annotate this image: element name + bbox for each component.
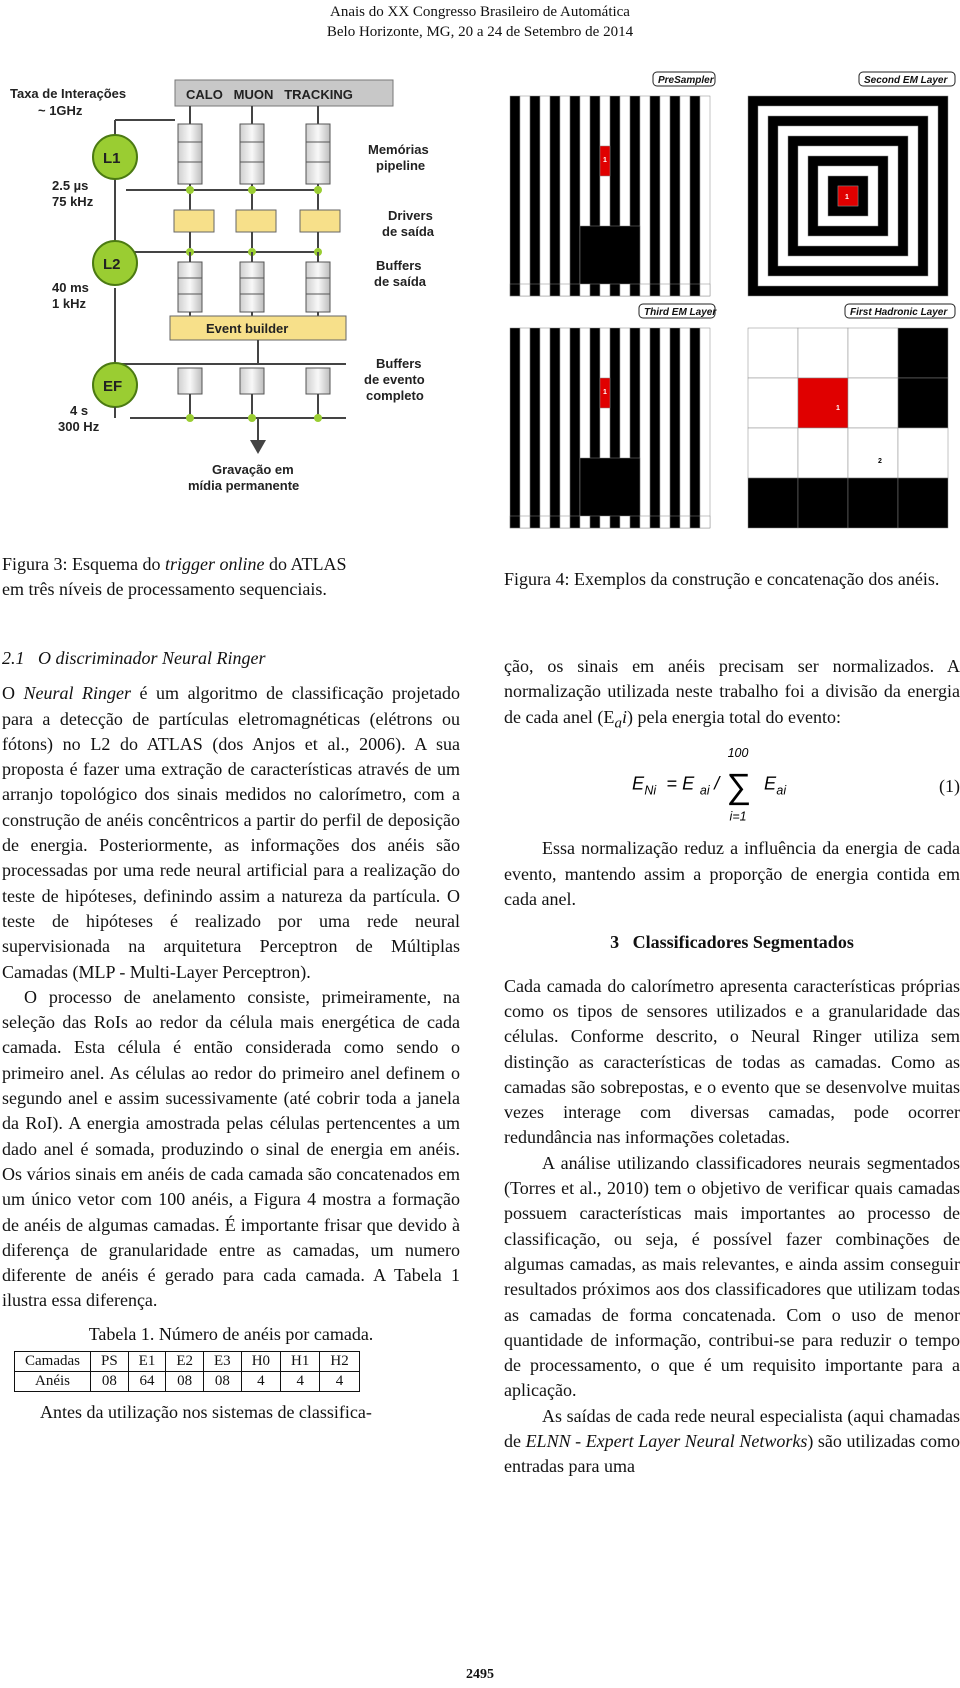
- ef-latency: 4 s: [70, 403, 89, 418]
- stripe-base: [510, 516, 520, 528]
- ring-number: 1: [603, 389, 607, 396]
- paragraph-elnn: [504, 1404, 960, 1480]
- section-number: 3: [610, 932, 620, 953]
- event-builder-label: Event builder: [206, 321, 289, 336]
- ef-rate: 300 Hz: [58, 419, 100, 434]
- stripe: [520, 328, 530, 528]
- event-buffers-label-2: de evento: [364, 372, 425, 387]
- ring-number: 1: [603, 157, 607, 164]
- l2-latency: 40 ms: [52, 280, 89, 295]
- stripe: [550, 328, 560, 528]
- pipeline-memories: [178, 124, 330, 184]
- stripe-base: [560, 284, 570, 296]
- stripe-base: [690, 516, 700, 528]
- panel-first-hadronic: [748, 328, 948, 528]
- l1-rate: 75 kHz: [52, 194, 94, 209]
- stripe-base: [580, 284, 590, 296]
- table-cell: E1: [128, 1352, 166, 1372]
- cell: [898, 478, 948, 528]
- table-cell: 64: [128, 1372, 166, 1392]
- svg-text:PreSampler: PreSampler: [658, 75, 714, 86]
- italic-text: Neural Ringer: [23, 683, 132, 704]
- stripe-base: [650, 284, 660, 296]
- text: ) são utilizadas como entradas para uma: [504, 1431, 960, 1477]
- stripe: [660, 96, 670, 296]
- stripe-base: [680, 284, 690, 296]
- stripe-base: [700, 516, 710, 528]
- stripe-base: [580, 516, 590, 528]
- fig3-systems-label: CALO MUON TRACKING: [186, 87, 353, 102]
- stripe: [650, 328, 660, 528]
- svg-text:First Hadronic Layer: First Hadronic Layer: [850, 307, 948, 318]
- cell: [898, 328, 948, 378]
- stripe-base: [590, 516, 600, 528]
- table-cell: 4: [281, 1372, 320, 1392]
- cell: [748, 328, 798, 378]
- eq-lhs-sub: Ni: [644, 784, 657, 799]
- stripe: [540, 328, 550, 528]
- panel-title-second-em: [859, 72, 955, 86]
- stripe-base: [550, 516, 560, 528]
- panel-title-presampler: [653, 72, 715, 86]
- stripe-base: [530, 516, 540, 528]
- full-event-buffers: [178, 368, 330, 394]
- eq-rhs: E: [764, 774, 777, 795]
- text: O: [2, 683, 24, 704]
- svg-text:Third EM Layer: Third EM Layer: [644, 307, 717, 318]
- stripe-base: [620, 516, 630, 528]
- left-column: [2, 646, 460, 1425]
- drivers-label-2: de saída: [382, 224, 435, 239]
- paragraph-normalization-effect: Essa normalização reduz a influência da energia de cada evento, mantendo assim a proporção de energia contida em cada anel.: [504, 838, 960, 910]
- table-cell: 08: [204, 1372, 242, 1392]
- text: ) pela energia total do evento:: [626, 706, 842, 727]
- cell: [848, 328, 898, 378]
- table-row: [15, 1372, 360, 1392]
- l1-label: L1: [103, 150, 121, 167]
- stripe: [560, 328, 570, 528]
- header-line-1: Anais do XX Congresso Brasileiro de Automática: [330, 4, 630, 20]
- table-cell: H2: [320, 1352, 359, 1372]
- cell: [848, 478, 898, 528]
- panel-title-first-hadronic: [845, 304, 955, 318]
- stripe-base: [640, 516, 650, 528]
- stripe: [510, 96, 520, 296]
- eq-lhs: E: [632, 774, 645, 795]
- stripe: [520, 96, 530, 296]
- right-column: [504, 654, 960, 1480]
- table-row: [15, 1352, 360, 1372]
- stripe: [640, 96, 650, 296]
- figure-4-ring-panels: [505, 70, 960, 540]
- stripe: [650, 96, 660, 296]
- stripe-base: [600, 284, 610, 296]
- stripe: [670, 328, 680, 528]
- eq-rhs-sub: ai: [776, 784, 787, 799]
- stripe: [700, 328, 710, 528]
- eq-mid-sub: ai: [699, 784, 710, 799]
- panel-title-third-em: [639, 304, 717, 318]
- stripe: [570, 96, 580, 296]
- stripe-base: [700, 284, 710, 296]
- stripe-base: [670, 284, 680, 296]
- output-buffers: [178, 262, 330, 312]
- subscript: a: [614, 715, 622, 732]
- paragraph-before-classification: Antes da utilização nos sistemas de classifica-: [40, 1402, 372, 1423]
- event-buffers-label-1: Buffers: [376, 356, 422, 371]
- caption-text: do ATLAS: [264, 554, 347, 574]
- stripe-base: [630, 284, 640, 296]
- stripe-base: [540, 516, 550, 528]
- ring-number: 2: [878, 458, 882, 465]
- stripe: [570, 328, 580, 528]
- stripe: [560, 96, 570, 296]
- caption-text: Figura 3: Esquema do: [2, 554, 165, 574]
- stripe-base: [560, 516, 570, 528]
- panel-presampler: [510, 96, 710, 296]
- equation-1: [504, 740, 960, 828]
- table-cell: 08: [166, 1372, 204, 1392]
- stripe: [530, 328, 540, 528]
- eq-upper-limit: 100: [727, 746, 749, 761]
- stripe-base: [590, 284, 600, 296]
- stripe: [640, 328, 650, 528]
- section-3-heading: [504, 930, 960, 955]
- svg-text:Second EM Layer: Second EM Layer: [864, 75, 948, 86]
- paragraph-segmented-analysis: A análise utilizando classificadores neurais segmentados (Torres et al., 2010) tem o objetivo de verificar quais camadas possuem características mais importantes ao processo de classificação, ou seja, é possível fazer combinações de algumas camadas, as mais relevantes, e ainda assim conseguir resultados próximos aos dos classificadores que utilizam todas as camadas de forma concatenada. Com o uso de menor quantidade de informação, contribui-se para reduzir o tempo de processamento, o que é um requisito importante para a aplicação.: [504, 1152, 960, 1401]
- stripe-base: [660, 284, 670, 296]
- paragraph-neural-ringer: [2, 681, 460, 985]
- text: ção, os sinais em anéis precisam ser normalizados. A normalização utilizada neste trabalho foi a divisão da energia de cada anel (E: [504, 656, 960, 727]
- stripe-base: [620, 284, 630, 296]
- fig3-rate-label: Taxa de Interações: [10, 86, 127, 101]
- table-1-rings: [14, 1351, 360, 1392]
- l1-latency: 2.5 µs: [52, 178, 89, 193]
- stripe: [670, 96, 680, 296]
- paragraph-normalization: ção, os sinais em anéis precisam ser normalizados. A normalização utilizada neste trabalho foi a divisão da energia de cada anel $(E_ai)$ pela energia total do evento:: [504, 656, 960, 732]
- stripe-base: [640, 284, 650, 296]
- table-cell: H1: [281, 1352, 320, 1372]
- equation-body: [632, 740, 852, 828]
- stripe-base: [660, 516, 670, 528]
- cell: [848, 378, 898, 428]
- header-line-2: Belo Horizonte, MG, 20 a 24 de Setembro de 2014: [326, 24, 634, 40]
- output-drivers: [174, 210, 340, 232]
- stripe-base: [540, 284, 550, 296]
- stripe-base: [520, 516, 530, 528]
- table-cell: 4: [241, 1372, 280, 1392]
- stripe-base: [610, 284, 620, 296]
- stripe: [700, 96, 710, 296]
- table-cell: PS: [90, 1352, 128, 1372]
- stripe-base: [570, 516, 580, 528]
- cell: [748, 478, 798, 528]
- table-cell: E3: [204, 1352, 242, 1372]
- panel-second-em: [748, 96, 948, 296]
- cell: [748, 428, 798, 478]
- stripe-base: [520, 284, 530, 296]
- stripe: [680, 328, 690, 528]
- pipeline-label-1: Memórias: [368, 142, 429, 157]
- cell: [798, 478, 848, 528]
- running-header: [0, 2, 960, 42]
- table-cell: Camadas: [15, 1352, 91, 1372]
- eq-mid: = E: [666, 774, 695, 795]
- subsection-heading: [2, 646, 460, 671]
- stripe-base: [680, 516, 690, 528]
- table-cell: E2: [166, 1352, 204, 1372]
- stripe-base: [600, 516, 610, 528]
- stripe-base: [650, 516, 660, 528]
- l2-label: L2: [103, 256, 121, 273]
- ef-label: EF: [103, 378, 123, 395]
- stripe: [530, 96, 540, 296]
- stripe-base: [610, 516, 620, 528]
- text: As saídas de cada rede neural especialista (aqui chamadas de: [504, 1405, 960, 1452]
- l2-rate: 1 kHz: [52, 296, 86, 311]
- buffers-label-1: Buffers: [376, 258, 422, 273]
- italic-text: ELNN - Expert Layer Neural Networks: [525, 1431, 808, 1452]
- subsection-number: 2.1: [2, 648, 25, 668]
- buffers-label-2: de saída: [374, 274, 427, 289]
- stripe: [550, 96, 560, 296]
- figure-3-trigger-diagram: [0, 62, 470, 524]
- cell: [898, 378, 948, 428]
- paragraph-ringing-process: O processo de anelamento consiste, primeiramente, na seleção das RoIs ao redor da célula mais energética de cada camada. Esta célula é então considerada como sendo o primeiro anel. As células ao redor do primeiro anel definem o segundo anel e assim sucessivamente (até cobrir toda a janela da RoI). A energia amostrada pelas células pertencentes a um dado anel é somada, produzindo o sinal de energia em anéis. Os vários sinais em anéis de cada camada são concatenados em um único vetor com 100 anéis, a Figura 4 mostra a formação de anéis de algumas camadas. É importante frisar que devido à diferença de granularidade entre as camadas, um numero diferente de anéis é gerado para cada camada. A Tabela 1 ilustra essa diferença.: [2, 986, 460, 1311]
- eq-sum-symbol: ∑: [725, 767, 751, 806]
- ring-number: 1: [845, 194, 849, 201]
- stripe: [540, 96, 550, 296]
- event-buffers-label-3: completo: [366, 388, 424, 403]
- caption-text: em três níveis de processamento sequenciais.: [2, 579, 327, 599]
- equation-number: (1): [939, 776, 960, 797]
- storage-label-1: Gravação em: [212, 462, 294, 477]
- storage-label-2: mídia permanente: [188, 478, 300, 493]
- stripe-base: [690, 284, 700, 296]
- stripe-base: [630, 516, 640, 528]
- stripe-base: [550, 284, 560, 296]
- table-cell: 08: [90, 1372, 128, 1392]
- cell: [798, 378, 848, 428]
- cell: [798, 428, 848, 478]
- cell: [748, 378, 798, 428]
- figure-3-caption: [2, 552, 460, 602]
- section-title: Classificadores Segmentados: [632, 932, 854, 953]
- table-1-caption: Tabela 1. Número de anéis por camada.: [88, 1323, 374, 1344]
- drivers-label-1: Drivers: [388, 208, 433, 223]
- stripe-base: [510, 284, 520, 296]
- panel-third-em: [510, 328, 710, 528]
- figure-4-caption: Figura 4: Exemplos da construção e concatenação dos anéis.: [504, 569, 940, 589]
- stripe-base: [670, 516, 680, 528]
- eq-lower-limit: i=1: [729, 809, 747, 824]
- stripe: [690, 96, 700, 296]
- table-cell: H0: [241, 1352, 280, 1372]
- stripe: [690, 328, 700, 528]
- stripe: [510, 328, 520, 528]
- cell: [898, 428, 948, 478]
- stripe: [680, 96, 690, 296]
- cell: [848, 428, 898, 478]
- subsection-title: O discriminador Neural Ringer: [38, 648, 266, 668]
- cell: [798, 328, 848, 378]
- fig3-rate-value: ~ 1GHz: [38, 103, 83, 118]
- ring-number: 1: [836, 405, 840, 412]
- text: é um algoritmo de classificação projetado para a detecção de partículas eletromagnéticas (elétrons ou fótons) no L2 do ATLAS (dos Anjos et al., 2006). A sua proposta é fazer uma extração de características através de um arranjo topológico dos sinais medidos no calorímetro, com a construção de anéis concêntricos a partir do perfil de deposição de energia. Posteriormente, as informações dos anéis são processadas por uma rede neural artificial para a realização do teste de hipóteses, definindo assim a natureza da partícula. O teste de hipóteses é realizado por uma rede neural supervisionada na arquitetura Perceptron de Múltiplas Camadas (MLP - Multi-Layer Perceptron).: [2, 683, 460, 982]
- paragraph-layers: Cada camada do calorímetro apresenta características próprias como os tipos de sensores utilizados e a granularidade das células. Conforme descrito, o Neural Ringer utiliza sem distinção as características de todas as camadas. Como as camadas são sobrepostas, e o evento que se desenvolve muitas vezes interage com diversas camadas, pode ocorrer redundância nas informações coletadas.: [504, 975, 960, 1148]
- pipeline-label-2: pipeline: [376, 158, 426, 173]
- table-cell: 4: [320, 1372, 359, 1392]
- stripe-base: [530, 284, 540, 296]
- table-cell: Anéis: [15, 1372, 91, 1392]
- page-number: 2495: [466, 1667, 494, 1682]
- caption-italic: trigger online: [164, 554, 265, 574]
- eq-slash: /: [714, 774, 720, 795]
- stripe: [660, 328, 670, 528]
- stripe-base: [570, 284, 580, 296]
